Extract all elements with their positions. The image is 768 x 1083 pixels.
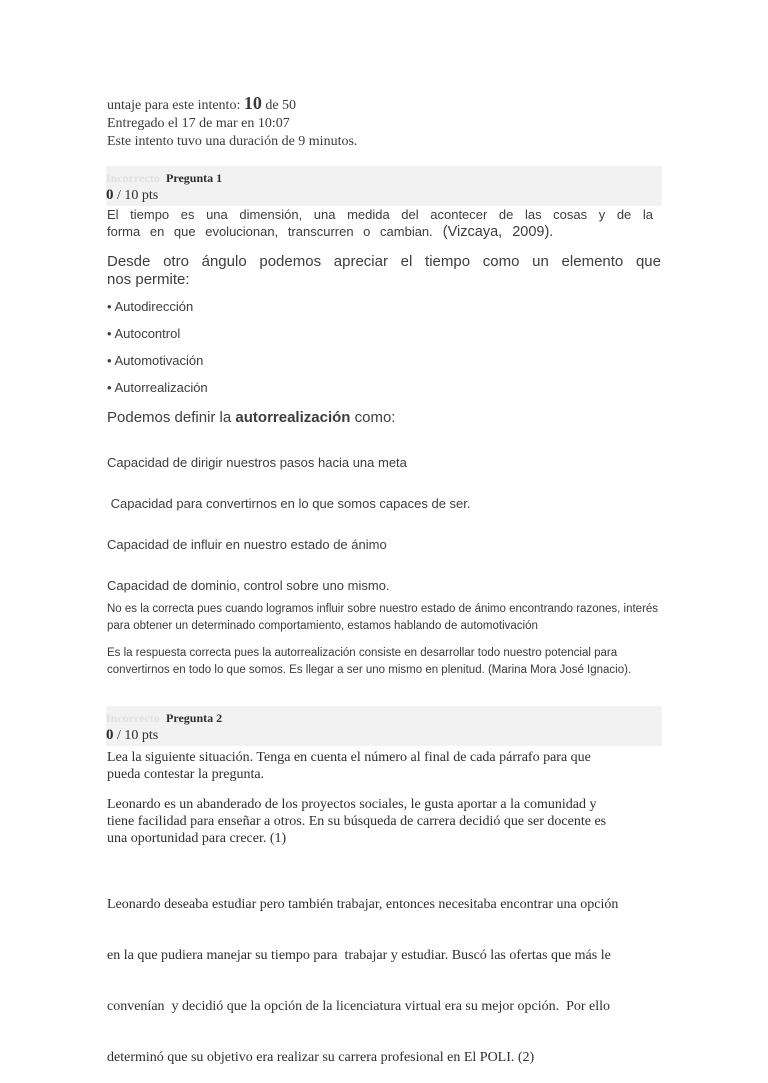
list-item: • Autorrealización xyxy=(107,380,208,395)
feedback-incorrect: No es la correcta pues cuando logramos influir sobre nuestro estado de ánimo encontrando razones, interés para obtener un determinado comportamiento, estamos hablando de automotivación xyxy=(107,603,659,632)
question-points: 0 / 10 pts xyxy=(106,187,159,203)
question-2-paragraph-1: Lea la siguiente situación. Tenga en cuenta el número al final de cada párrafo para que pueda contestar la pregunta. xyxy=(107,750,591,782)
answer-option[interactable]: Capacidad de dominio, control sobre uno mismo. xyxy=(107,578,390,593)
incorrect-badge: Incorrecto xyxy=(106,711,160,725)
question-2-header xyxy=(106,706,662,746)
answer-option[interactable]: Capacidad de dirigir nuestros pasos hacia una meta xyxy=(107,455,407,470)
answer-option[interactable]: Capacidad de influir en nuestro estado de ánimo xyxy=(107,537,387,552)
question-2-paragraph-2: Leonardo es un abanderado de los proyectos sociales, le gusta aportar a la comunidad y tiene facilidad para enseñar a otros. En su búsqueda de carrera decidió que ser docente es una oportunidad para crecer. (1) xyxy=(107,797,607,846)
list-item: • Automotivación xyxy=(107,353,204,368)
question-1-intro: El tiempo es una dimensión, una medida del acontecer de las cosas y de la forma en que evolucionan, transcurren o cambian. (Vizcaya, 2009). xyxy=(107,207,653,240)
question-1-context: Desde otro ángulo podemos apreciar el tiempo como un elemento que nos permite: xyxy=(107,253,661,288)
score-value: 10 xyxy=(243,93,262,113)
list-item: • Autocontrol xyxy=(107,326,181,341)
attempt-submitted: Entregado el 17 de mar en 10:07 xyxy=(107,116,290,131)
question-title: Pregunta 2 xyxy=(166,711,223,725)
attempt-duration: Este intento tuvo una duración de 9 minutos. xyxy=(107,134,358,149)
question-points: 0 / 10 pts xyxy=(106,727,159,743)
list-item: • Autodirección xyxy=(107,299,194,314)
answer-option[interactable]: Capacidad para convertirnos en lo que somos capaces de ser. xyxy=(107,496,471,511)
incorrect-badge: Incorrecto xyxy=(106,171,160,185)
bullet-list xyxy=(107,299,208,407)
attempt-summary xyxy=(107,94,357,151)
question-2-paragraph-3: Leonardo deseaba estudiar pero también trabajar, entonces necesitaba encontrar una opción en la que pudiera manejar su tiempo para trabajar y estudiar. Buscó las ofertas que más le convenían y decidió que la opción de la licenciatura virtual era su mejor opción. Por ello determinó que su objetivo era realizar su carrera profesional en El POLI. (2) xyxy=(107,897,619,1065)
feedback-correct: Es la respuesta correcta pues la autorrealización consiste en desarrollar todo nuestro potencial para convertirnos en todo lo que somos. Es llegar a ser uno mismo en plenitud. (Marina Mora José Ignacio). xyxy=(107,647,632,676)
question-title: Pregunta 1 xyxy=(166,171,223,185)
attempt-score: untaje para este intento: 10 de 50 xyxy=(107,93,297,113)
question-1-header xyxy=(106,166,662,206)
question-1-prompt: Podemos definir la autorrealización como: xyxy=(107,409,396,426)
